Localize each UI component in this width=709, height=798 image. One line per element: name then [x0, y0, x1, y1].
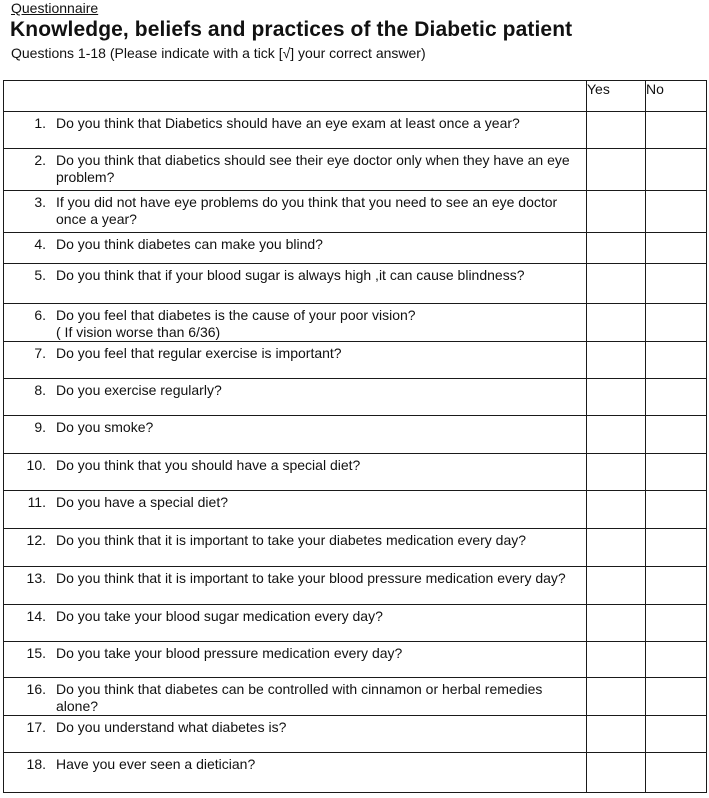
question-text-block [56, 570, 586, 587]
question-row [4, 191, 707, 233]
question-text: Do you think that diabetes can be controlled with cinnamon or herbal remedies alone? [56, 681, 543, 714]
questionnaire-table [3, 80, 707, 793]
question-text: Do you feel that regular exercise is important? [56, 345, 342, 361]
question-number: 15. [26, 645, 46, 661]
question-number: 2. [34, 152, 46, 168]
question-text: Do you smoke? [56, 419, 154, 435]
question-row [4, 112, 707, 149]
question-cell [4, 112, 587, 149]
question-text-block [56, 419, 586, 436]
question-text-block [56, 457, 586, 474]
question-number: 12. [26, 532, 46, 548]
question-cell [4, 491, 587, 529]
question-row [4, 454, 707, 491]
question-cell [4, 567, 587, 605]
question-cell [4, 379, 587, 416]
questionnaire-label: Questionnaire [11, 0, 99, 16]
question-cell [4, 454, 587, 491]
question-text: Do you think that it is important to take your diabetes medication every day? [56, 532, 527, 548]
question-number: 18. [26, 756, 46, 772]
question-text-block [56, 608, 586, 625]
question-cell [4, 642, 587, 678]
question-number: 6. [34, 307, 46, 323]
question-number: 16. [26, 681, 46, 697]
no-answer-box[interactable] [646, 264, 707, 304]
question-row [4, 605, 707, 642]
no-answer-box[interactable] [646, 567, 707, 605]
question-text: Do you understand what diabetes is? [56, 719, 287, 735]
yes-answer-box[interactable] [587, 112, 646, 149]
question-text-block [56, 152, 586, 186]
question-text: Do you feel that diabetes is the cause of your poor vision? [56, 307, 416, 323]
no-answer-box[interactable] [646, 379, 707, 416]
question-text: Do you exercise regularly? [56, 382, 222, 398]
yes-answer-box[interactable] [587, 379, 646, 416]
question-text: Do you have a special diet? [56, 494, 228, 510]
no-answer-box[interactable] [646, 491, 707, 529]
page-title: Knowledge, beliefs and practices of the Diabetic patient [10, 18, 573, 41]
question-cell [4, 753, 587, 793]
question-text-block [56, 681, 586, 715]
question-row [4, 716, 707, 753]
question-number: 9. [34, 419, 46, 435]
question-number: 1. [34, 115, 46, 131]
question-number: 11. [27, 494, 46, 510]
question-row [4, 567, 707, 605]
no-column-header: No [646, 81, 707, 112]
question-cell [4, 264, 587, 304]
question-number: 3. [34, 194, 46, 210]
question-cell [4, 304, 587, 342]
question-number: 7. [34, 345, 46, 361]
yes-answer-box[interactable] [587, 529, 646, 567]
question-number: 10. [26, 457, 46, 473]
question-row [4, 529, 707, 567]
question-text-block [56, 645, 586, 662]
question-text: If you did not have eye problems do you think that you need to see an eye doctor once a year? [56, 194, 558, 227]
question-text-block [56, 532, 586, 549]
question-text-block [56, 307, 586, 341]
question-row [4, 491, 707, 529]
question-cell [4, 605, 587, 642]
yes-answer-box[interactable] [587, 716, 646, 753]
question-row [4, 642, 707, 678]
question-text-block [56, 382, 586, 399]
no-answer-box[interactable] [646, 191, 707, 233]
question-text-block [56, 267, 586, 284]
question-note: ( If vision worse than 6/36) [56, 324, 221, 340]
yes-answer-box[interactable] [587, 264, 646, 304]
question-text: Do you think that you should have a special diet? [56, 457, 361, 473]
question-text-block [56, 345, 586, 362]
no-answer-box[interactable] [646, 605, 707, 642]
yes-answer-box[interactable] [587, 233, 646, 264]
question-text-block [56, 756, 586, 773]
question-cell [4, 529, 587, 567]
question-text: Do you think that it is important to take your blood pressure medication every day? [56, 570, 566, 586]
question-number: 17. [26, 719, 46, 735]
question-text-block [56, 194, 586, 228]
yes-answer-box[interactable] [587, 491, 646, 529]
question-row [4, 304, 707, 342]
yes-answer-box[interactable] [587, 191, 646, 233]
no-answer-box[interactable] [646, 454, 707, 491]
no-answer-box[interactable] [646, 642, 707, 678]
question-text: Do you take your blood pressure medication every day? [56, 645, 403, 661]
no-answer-box[interactable] [646, 112, 707, 149]
question-row [4, 416, 707, 454]
question-number: 5. [34, 267, 46, 283]
question-text: Do you take your blood sugar medication every day? [56, 608, 383, 624]
no-answer-box[interactable] [646, 529, 707, 567]
question-cell [4, 149, 587, 191]
yes-answer-box[interactable] [587, 149, 646, 191]
yes-answer-box[interactable] [587, 304, 646, 342]
question-number: 13. [26, 570, 46, 586]
yes-answer-box[interactable] [587, 342, 646, 379]
yes-answer-box[interactable] [587, 753, 646, 793]
question-row [4, 753, 707, 793]
yes-answer-box[interactable] [587, 454, 646, 491]
yes-answer-box[interactable] [587, 416, 646, 454]
question-row [4, 264, 707, 304]
question-cell [4, 416, 587, 454]
yes-answer-box[interactable] [587, 678, 646, 716]
no-answer-box[interactable] [646, 753, 707, 793]
question-text-block [56, 494, 586, 511]
question-text: Do you think that Diabetics should have an eye exam at least once a year? [56, 115, 520, 131]
yes-answer-box[interactable] [587, 642, 646, 678]
instructions: Questions 1-18 (Please indicate with a tick [√] your correct answer) [11, 45, 426, 61]
question-cell [4, 342, 587, 379]
no-answer-box[interactable] [646, 416, 707, 454]
question-cell [4, 678, 587, 716]
question-cell [4, 191, 587, 233]
question-row [4, 149, 707, 191]
question-number: 8. [34, 382, 46, 398]
question-cell [4, 716, 587, 753]
yes-answer-box[interactable] [587, 605, 646, 642]
question-text: Have you ever seen a dietician? [56, 756, 256, 772]
no-answer-box[interactable] [646, 304, 707, 342]
question-text: Do you think that diabetics should see their eye doctor only when they have an eye problem? [56, 152, 570, 185]
question-text: Do you think that if your blood sugar is always high ,it can cause blindness? [56, 267, 525, 283]
question-row [4, 233, 707, 264]
no-answer-box[interactable] [646, 149, 707, 191]
question-number: 4. [34, 236, 46, 252]
question-cell [4, 233, 587, 264]
no-answer-box[interactable] [646, 716, 707, 753]
question-row [4, 678, 707, 716]
header-row [4, 81, 707, 112]
yes-answer-box[interactable] [587, 567, 646, 605]
yes-column-header: Yes [587, 81, 646, 112]
question-row [4, 379, 707, 416]
question-text-block [56, 719, 586, 736]
question-text-block [56, 115, 586, 132]
question-text-block [56, 236, 586, 253]
no-answer-box[interactable] [646, 678, 707, 716]
no-answer-box[interactable] [646, 342, 707, 379]
no-answer-box[interactable] [646, 233, 707, 264]
question-text: Do you think diabetes can make you blind? [56, 236, 323, 252]
question-row [4, 342, 707, 379]
question-number: 14. [26, 608, 46, 624]
question-column-header [4, 81, 587, 112]
